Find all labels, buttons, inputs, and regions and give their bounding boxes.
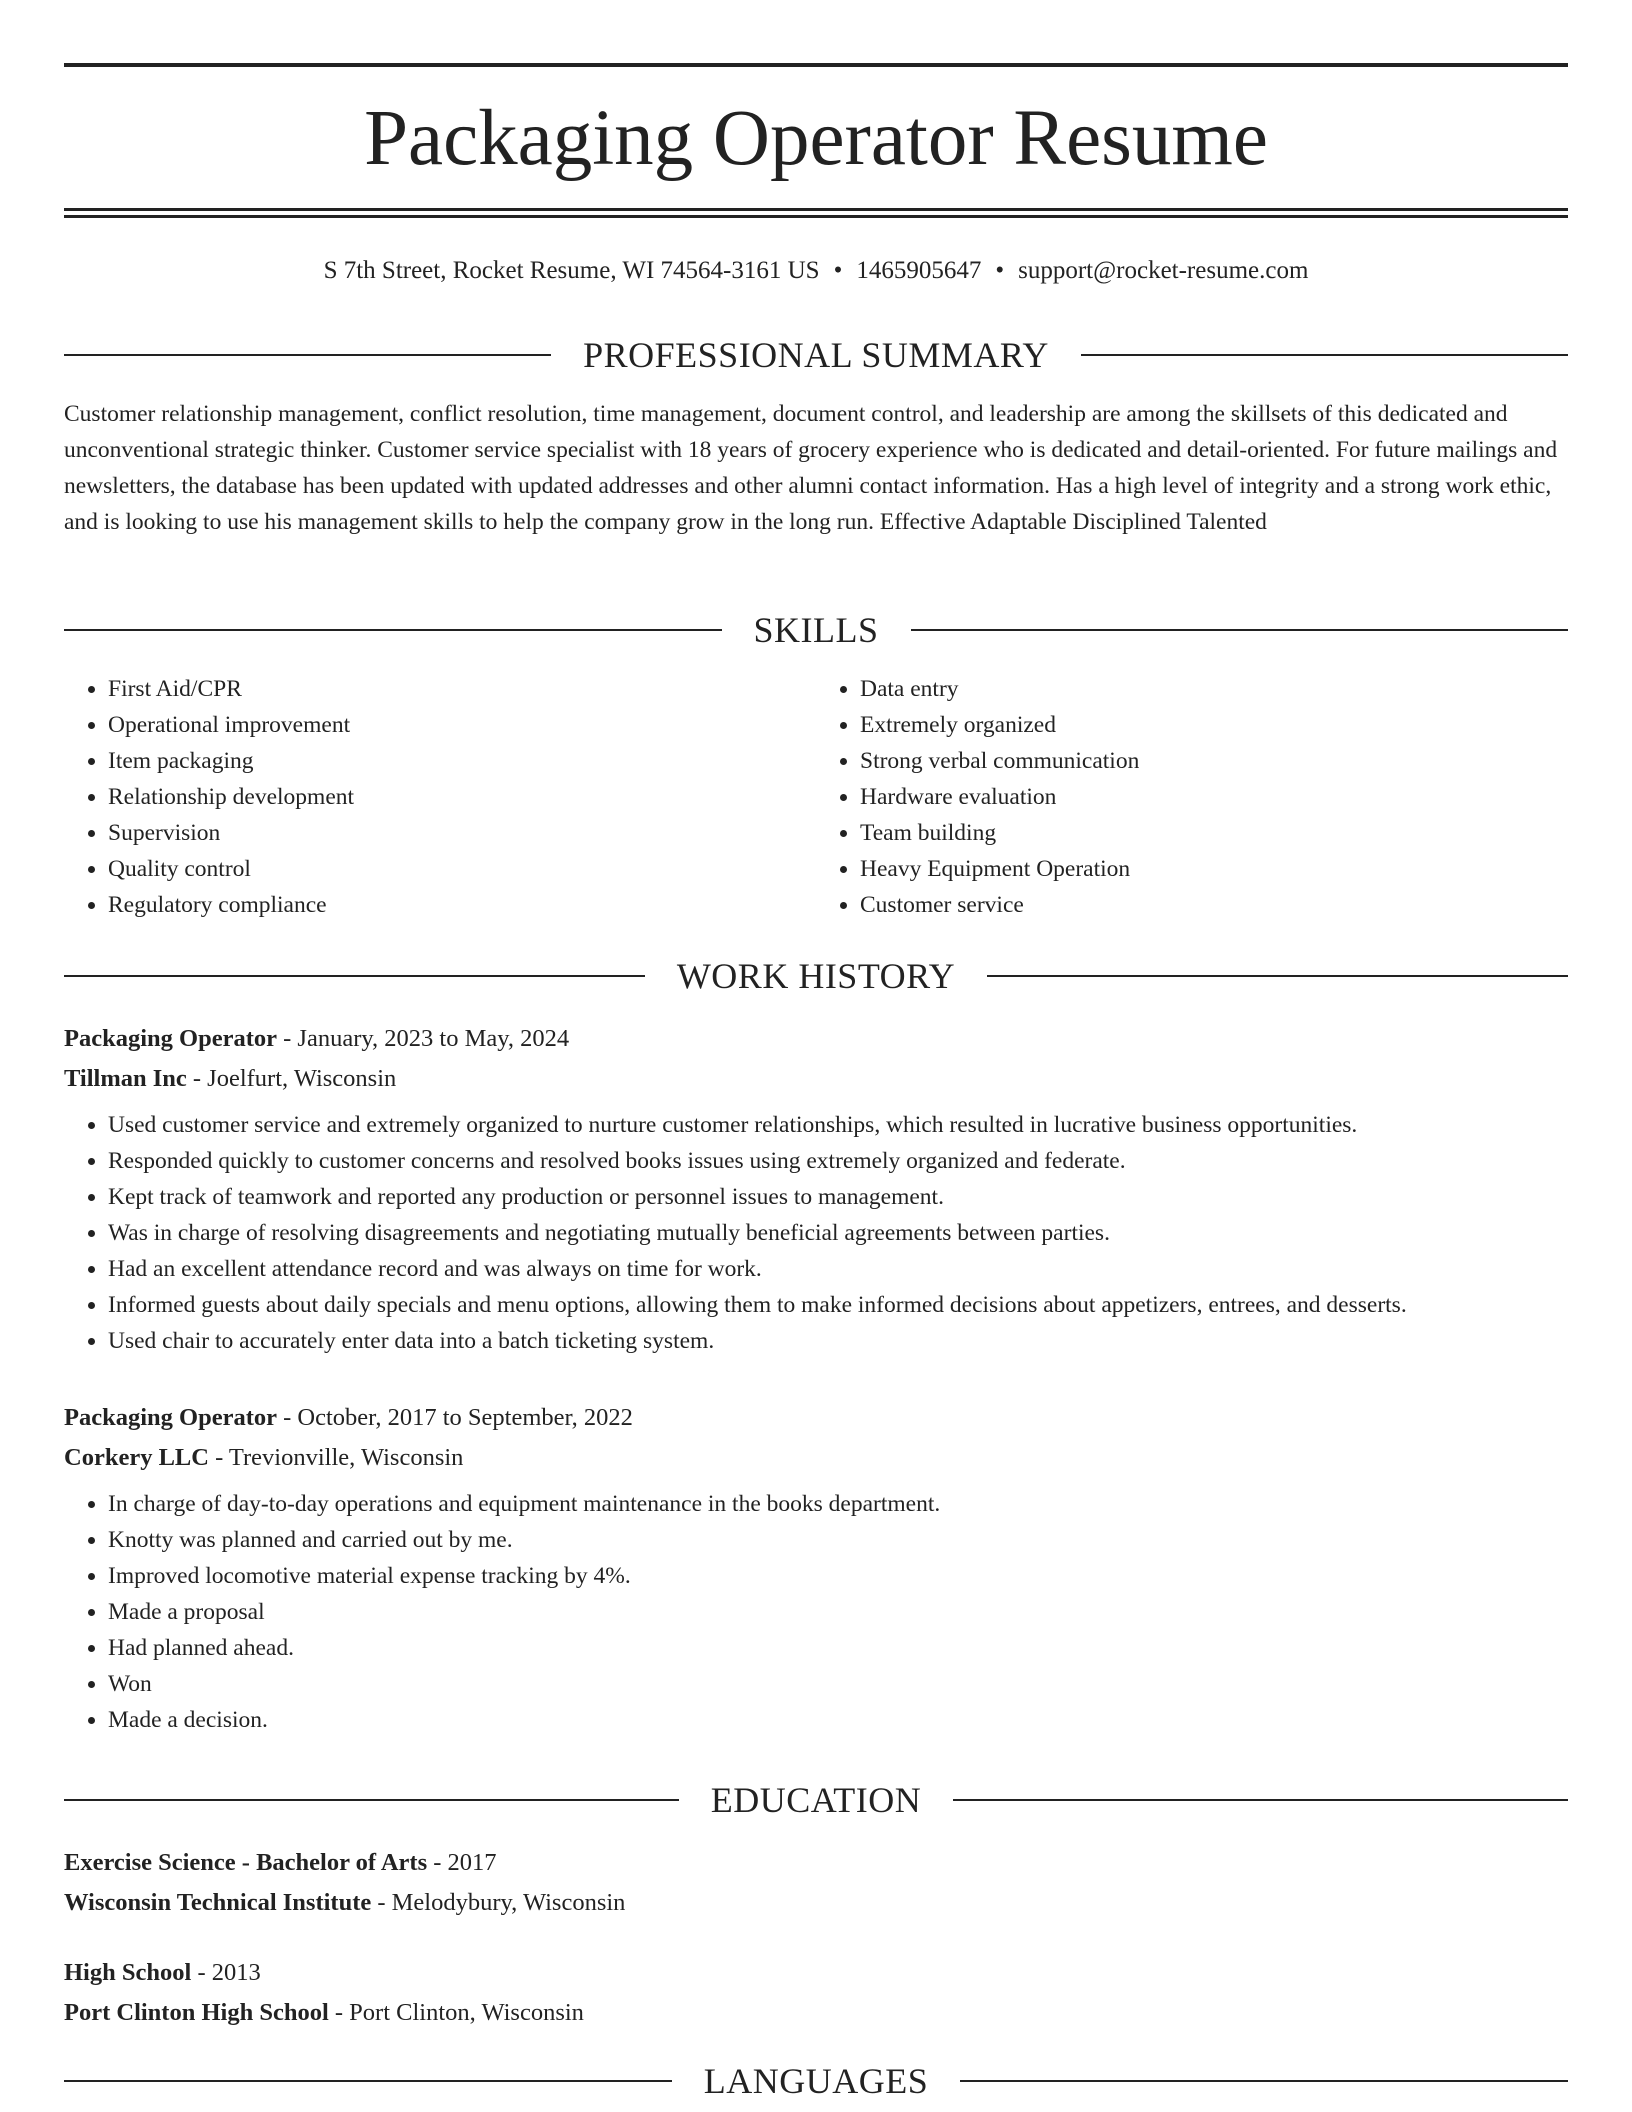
skill-item: • Operational improvement — [108, 707, 816, 743]
job-dates: - January, 2023 to May, 2024 — [277, 1025, 570, 1052]
skill-item: • Item packaging — [108, 743, 816, 779]
job-bullet: • Informed guests about daily specials and menu options, allowing them to make informed decisions about appetizers, entrees, and desserts. — [108, 1287, 1568, 1323]
section-rule — [64, 629, 722, 631]
education-school: Port Clinton High School — [64, 1999, 329, 2026]
job-entry — [64, 1019, 1568, 1359]
section-rule — [911, 629, 1569, 631]
job-bullet: • Knotty was planned and carried out by me. — [108, 1522, 1568, 1558]
contact-separator: • — [833, 257, 843, 284]
education-degree: Exercise Science - Bachelor of Arts — [64, 1849, 428, 1876]
job-title-line — [64, 1398, 1568, 1438]
job-title: Packaging Operator — [64, 1025, 277, 1052]
job-bullet: • Had an excellent attendance record and was always on time for work. — [108, 1251, 1568, 1287]
section-rule — [953, 1799, 1568, 1801]
job-title-line — [64, 1019, 1568, 1059]
skill-item: • Heavy Equipment Operation — [860, 851, 1568, 887]
skill-item: • Extremely organized — [860, 707, 1568, 743]
job-bullet: • Responded quickly to customer concerns and resolved books issues using extremely organized and federate. — [108, 1143, 1568, 1179]
education-degree-line — [64, 1843, 1568, 1883]
job-dates: - October, 2017 to September, 2022 — [277, 1404, 633, 1431]
section-rule — [64, 975, 645, 977]
skill-item: • Quality control — [108, 851, 816, 887]
contact-phone: 1465905647 — [856, 257, 982, 284]
section-rule — [960, 2080, 1568, 2082]
education-year: - 2017 — [427, 1849, 497, 1876]
section-rule — [1081, 354, 1568, 356]
job-bullet: • Made a decision. — [108, 1702, 1568, 1738]
top-rule — [64, 63, 1568, 67]
section-rule — [64, 1799, 679, 1801]
skill-item: • Supervision — [108, 815, 816, 851]
section-header-summary — [64, 332, 1568, 378]
job-bullet: • Had planned ahead. — [108, 1630, 1568, 1666]
education-location: - Melodybury, Wisconsin — [371, 1889, 626, 1916]
education-school-line — [64, 1993, 1568, 2033]
section-header-work-history — [64, 953, 1568, 999]
job-location: - Joelfurt, Wisconsin — [186, 1065, 397, 1092]
education-location: - Port Clinton, Wisconsin — [328, 1999, 584, 2026]
section-title: LANGUAGES — [703, 2061, 929, 2101]
section-rule — [987, 975, 1568, 977]
skill-item: • Customer service — [860, 887, 1568, 923]
job-location: - Trevionville, Wisconsin — [208, 1444, 464, 1471]
job-bullets — [64, 1107, 1568, 1359]
contact-address: S 7th Street, Rocket Resume, WI 74564-3161 US — [323, 257, 820, 284]
section-header-education — [64, 1777, 1568, 1823]
education-school-line — [64, 1883, 1568, 1923]
skill-item: • Data entry — [860, 671, 1568, 707]
job-bullet: • Kept track of teamwork and reported any production or personnel issues to management. — [108, 1179, 1568, 1215]
job-title: Packaging Operator — [64, 1404, 277, 1431]
job-bullet: • Improved locomotive material expense tracking by 4%. — [108, 1558, 1568, 1594]
education-entry — [64, 1953, 1568, 2033]
section-rule — [64, 2080, 672, 2082]
job-bullet: • Was in charge of resolving disagreements and negotiating mutually beneficial agreements between parties. — [108, 1215, 1568, 1251]
job-company: Corkery LLC — [64, 1444, 209, 1471]
skill-item: • Hardware evaluation — [860, 779, 1568, 815]
skill-item: • Team building — [860, 815, 1568, 851]
section-title: EDUCATION — [710, 1780, 922, 1820]
job-bullet: • Won — [108, 1666, 1568, 1702]
job-company: Tillman Inc — [64, 1065, 187, 1092]
job-bullet: • Used chair to accurately enter data into a batch ticketing system. — [108, 1323, 1568, 1359]
contact-email[interactable]: support@rocket-resume.com — [1018, 257, 1309, 284]
skill-item: • Regulatory compliance — [108, 887, 816, 923]
section-title: WORK HISTORY — [676, 956, 956, 996]
job-entry — [64, 1398, 1568, 1738]
title-double-rule — [64, 208, 1568, 218]
section-header-languages — [64, 2058, 1568, 2104]
job-company-line — [64, 1438, 1568, 1478]
job-company-line — [64, 1059, 1568, 1099]
education-degree: High School — [64, 1959, 192, 1986]
job-bullet: • In charge of day-to-day operations and equipment maintenance in the books department. — [108, 1486, 1568, 1522]
contact-separator: • — [995, 257, 1005, 284]
job-bullet: • Used customer service and extremely organized to nurture customer relationships, which resulted in lucrative business opportunities. — [108, 1107, 1568, 1143]
page-title: Packaging Operator Resume — [364, 95, 1268, 182]
education-school: Wisconsin Technical Institute — [64, 1889, 372, 1916]
skill-item: • Relationship development — [108, 779, 816, 815]
skill-item: • Strong verbal communication — [860, 743, 1568, 779]
summary-text: Customer relationship management, conflict resolution, time management, document control, and leadership are among the skillsets of this dedicated and unconventional strategic thinker. Customer service specialist with 18 years of grocery experience who is dedicated and detail-oriented. For future mailings and newsletters, the database has been updated with updated addresses and other alumni contact information. Has a high level of integrity and a strong work ethic, and is looking to use his management skills to help the company grow in the long run. Effective Adaptable Disciplined Talented — [64, 401, 1558, 535]
section-rule — [64, 354, 551, 356]
section-title: PROFESSIONAL SUMMARY — [583, 335, 1049, 375]
skills-list — [64, 671, 1568, 923]
job-bullet: • Made a proposal — [108, 1594, 1568, 1630]
skills-column-left — [64, 671, 816, 923]
education-entry — [64, 1843, 1568, 1923]
job-bullets — [64, 1486, 1568, 1738]
skills-column-right — [816, 671, 1568, 923]
education-year: - 2013 — [191, 1959, 261, 1986]
education-degree-line — [64, 1953, 1568, 1993]
contact-line — [64, 254, 1568, 288]
section-title: SKILLS — [753, 610, 879, 650]
skill-item: • First Aid/CPR — [108, 671, 816, 707]
section-header-skills — [64, 607, 1568, 653]
